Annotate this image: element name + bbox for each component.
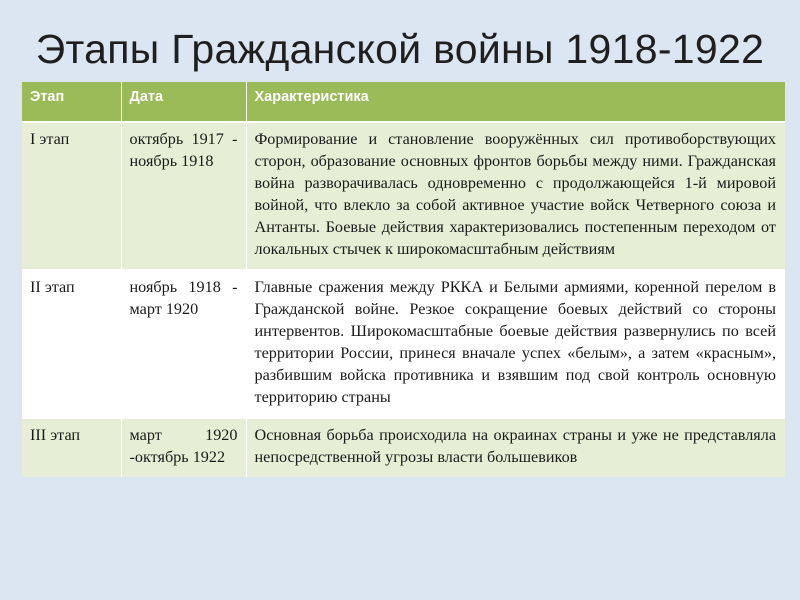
description-cell: Формирование и становление вооружённых сил противоборствующих сторон, образование основных фронтов борьбы между ними. Гражданская война разворачивалась одновременно с продолжающейся 1-й мировой войной, что влекло за собой активное участие войск Четверного союза и Антанты. Боевые действия характеризовались постепенным переходом от локальных стычек к широкомасштабным действиям [246, 122, 785, 270]
description-cell: Главные сражения между РККА и Белыми армиями, коренной перелом в Гражданской войне. Резкое сокращение боевых действий со стороны интервентов. Широкомасштабные боевые действия развернулись по всей территории России, принеся вначале успех «белым», а затем «красным», разбившим войска противника и взявшим под свой контроль основную территорию страны [246, 270, 785, 418]
description-cell: Основная борьба происходила на окраинах страны и уже не представляла непосредственной угрозы власти большевиков [246, 418, 785, 477]
stage-cell: III этап [22, 418, 121, 477]
slide-title: Этапы Гражданской войны 1918-1922 [35, 26, 765, 72]
date-cell: ноябрь 1918 - март 1920 [121, 270, 246, 418]
stage-cell: II этап [22, 270, 121, 418]
table-row [22, 122, 785, 270]
column-header-stage: Этап [22, 82, 121, 122]
date-cell: март 1920 -октябрь 1922 [121, 418, 246, 477]
column-header-date: Дата [121, 82, 246, 122]
civil-war-stages-table [22, 82, 785, 477]
date-cell: октябрь 1917 - ноябрь 1918 [121, 122, 246, 270]
table-row [22, 418, 785, 477]
stage-cell: I этап [22, 122, 121, 270]
table-header-row [22, 82, 785, 122]
column-header-description: Характеристика [254, 88, 369, 105]
table-row [22, 270, 785, 418]
